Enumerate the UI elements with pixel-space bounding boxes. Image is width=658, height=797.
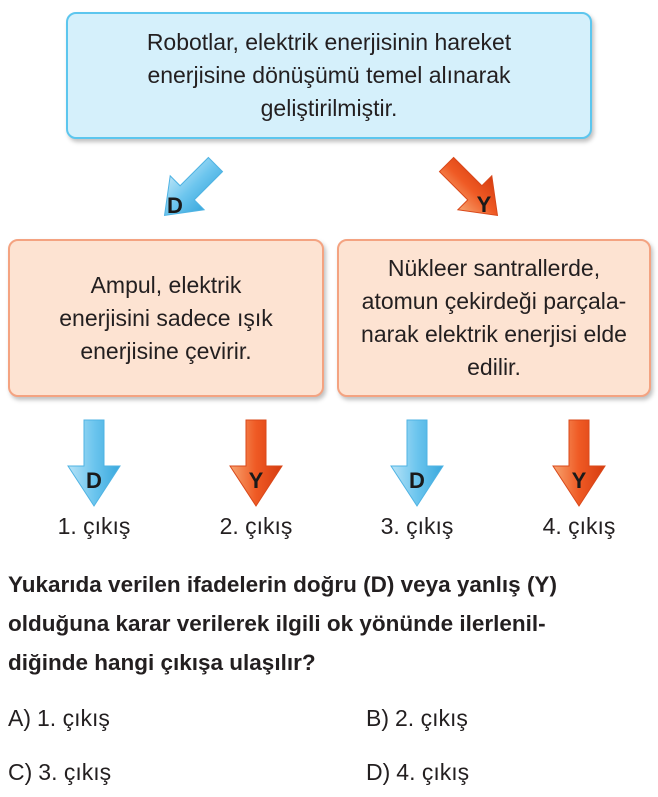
question-line: olduğuna karar verilerek ilgili ok yönünde ilerlenil- bbox=[8, 611, 546, 636]
exit-label-1: 1. çıkış bbox=[57, 513, 131, 539]
arrow-y-diagonal-right bbox=[432, 150, 512, 230]
orange-arrow-icon bbox=[553, 420, 605, 506]
question-line: Yukarıda verilen ifadelerin doğru (D) veya yanlış (Y) bbox=[8, 572, 557, 597]
arrow-letter: Y bbox=[571, 468, 587, 493]
statement-line: geliştirilmiştir. bbox=[260, 95, 398, 121]
arrow-exit-1 bbox=[64, 418, 124, 508]
statement-line: enerjisine çevirir. bbox=[80, 337, 252, 364]
orange-arrow-icon bbox=[430, 148, 515, 233]
arrow-exit-4 bbox=[549, 418, 609, 508]
option-text: 1. çıkış bbox=[37, 705, 110, 731]
arrow-exit-2 bbox=[226, 418, 286, 508]
option-text: 3. çıkış bbox=[38, 759, 112, 785]
arrow-exit-3 bbox=[387, 418, 447, 508]
statement-line: atomun çekirdeği parçala- bbox=[361, 288, 627, 314]
option-letter: D) bbox=[366, 759, 391, 785]
question-line: diğinde hangi çıkışa ulaşılır? bbox=[8, 650, 316, 675]
exit-label-4: 4. çıkış bbox=[542, 513, 616, 539]
option-c[interactable] bbox=[8, 757, 111, 787]
option-text: 4. çıkış bbox=[396, 759, 470, 785]
statement-box-right bbox=[337, 239, 651, 397]
question-text bbox=[8, 565, 654, 682]
option-letter: A) bbox=[8, 705, 31, 731]
orange-arrow-icon bbox=[230, 420, 282, 506]
statement-line: Nükleer santrallerde, bbox=[387, 255, 601, 281]
arrow-letter: D bbox=[409, 468, 425, 493]
option-a[interactable] bbox=[8, 703, 110, 733]
option-b[interactable] bbox=[366, 703, 468, 733]
option-letter: B) bbox=[366, 705, 389, 731]
arrow-letter: D bbox=[86, 468, 102, 493]
statement-line: narak elektrik enerjisi elde bbox=[361, 321, 627, 347]
statement-line: edilir. bbox=[467, 354, 521, 380]
statement-box-top bbox=[66, 12, 592, 139]
statement-line: Ampul, elektrik bbox=[90, 271, 242, 298]
statement-line: Robotlar, elektrik enerjisinin hareket bbox=[146, 29, 512, 55]
statement-line: enerjisini sadece ışık bbox=[59, 304, 273, 331]
blue-arrow-icon bbox=[391, 420, 443, 506]
option-d[interactable] bbox=[366, 757, 469, 787]
arrow-d-diagonal-left bbox=[150, 150, 230, 230]
arrow-letter: Y bbox=[248, 468, 264, 493]
option-letter: C) bbox=[8, 759, 33, 785]
exit-label-3: 3. çıkış bbox=[380, 513, 454, 539]
statement-box-left bbox=[8, 239, 324, 397]
blue-arrow-icon bbox=[148, 148, 233, 233]
arrow-letter-d: D bbox=[167, 193, 183, 218]
exit-label-2: 2. çıkış bbox=[219, 513, 293, 539]
blue-arrow-icon bbox=[68, 420, 120, 506]
arrow-letter-y: Y bbox=[476, 192, 492, 217]
statement-line: enerjisine dönüşümü temel alınarak bbox=[147, 62, 511, 88]
option-text: 2. çıkış bbox=[395, 705, 468, 731]
